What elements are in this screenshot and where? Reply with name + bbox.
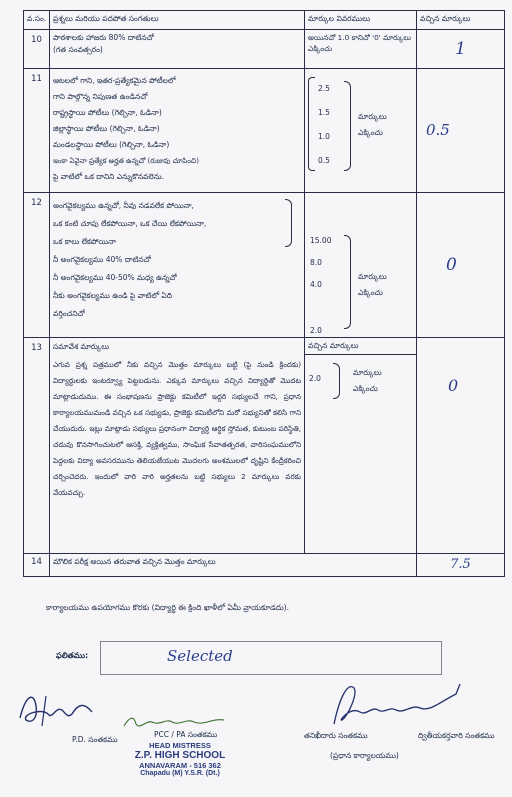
row-12-note1: మార్కులు: [358, 272, 387, 281]
row-12-value: 15.00: [310, 236, 332, 245]
school-stamp: [120, 741, 240, 777]
row-12-detail: [305, 193, 417, 338]
row-11-value: 0.5: [318, 156, 330, 165]
row-12-marks: 0: [446, 254, 457, 275]
row-12-line: వర్తించనిచో: [53, 309, 85, 318]
row-10-detail: అయినచో 1.0 కానిచో '0' మార్కులు ఎక్కించు: [305, 30, 417, 69]
header-row: [24, 11, 505, 30]
row-13-no: 13: [24, 338, 50, 554]
row-11-value: 2.5: [318, 84, 330, 93]
row-13-note1: మార్కులు: [353, 367, 382, 377]
stamp-line4: Chapadu (M) Y.S.R. (Dt.): [140, 770, 220, 777]
stamp-line3: ANNAVARAM - 516 362: [139, 761, 221, 770]
row-10-marks-cell: [417, 30, 505, 69]
result-value: Selected: [167, 647, 233, 665]
row-10: [24, 30, 505, 69]
row-11-line: మండలస్థాయి పోటీలు (గెల్చినా, ఓడినా): [53, 140, 170, 149]
row-11-line: జిల్లాస్థాయి పోటీలు (గెల్చినా, ఓడినా): [53, 124, 160, 133]
header-marks-detail: మార్కుల వివరములు: [305, 11, 417, 30]
row-10-line2: (గత సంవత్సరం): [53, 44, 103, 54]
row-12-note2: ఎక్కించు: [358, 288, 383, 297]
row-11-value: 1.5: [318, 108, 330, 117]
inspector-signature: [320, 676, 470, 732]
row-12-line: ఒక కాలు లేకపోయినా: [53, 237, 116, 246]
row-12-line: నీకు అంగవైకల్యము ఉండి పై వాటిలో ఏది: [53, 291, 173, 300]
row-13-body: ఎగువ ప్రశ్న పత్రములో నీకు వచ్చిన మొత్తం మార్కులు బట్టి (పై నుండి క్రిందకు) విద్యార్థులకు ఇంటర్వ్యూ పెట్టబడును. ఎక్కువ మార్కులు వచ్చిన విద్యార్థితో మొదట మాట్లాడుదుము. ఈ సంభాషణను ప్రాజెక్టు కమిటీలో ఇద్దరి సభ్యులచే గాని, ప్రధాన కార్యాలయముమండి వచ్చిన ఒక సభ్యుడు, ప్రాజెక్టు కమిటీలోని మరో సభ్యునితో కలిసి గాని చేయుదురు. ఇట్లు మాట్లాడు సభ్యులు ప్రధానంగా విద్యార్థి ఆర్థిక స్తోమత, కుటుంబ పరిస్థితి, చదువు కొనసాగించుటలో ఆసక్తి, వ్యక్తిత్వము, సాంఘిక సేవాతత్పరత, వారిసంఘములోని పెద్దలకు విద్యా అవసరమును తెలియజేయుట మొదలగు అంశములలో దృష్టిని కేంద్రీకరించి చర్చించెదరు. ఇందులో వారి వారి అర్హతలను బట్టి సభ్యులు 2 మార్కులు వరకు వేయవచ్చు.: [53, 359, 301, 497]
row-13-title: సమావేశ మార్కులు: [53, 342, 110, 351]
row-10-line1: పాఠశాలకు హాజరు 80% దాటినచో: [53, 33, 154, 42]
row-12-line: అంగవైకల్యము ఉన్నచో, నీవు నడవలేక పోయినా,: [53, 201, 194, 210]
row-11-marks: 0.5: [426, 120, 450, 139]
header-particulars: ప్రశ్నలు మరియు పదపోత సంగతులు: [50, 11, 305, 30]
row-12-text: [50, 193, 305, 338]
row-13-brace: [333, 363, 340, 399]
row-11-detail: [305, 69, 417, 193]
row-12-value: 4.0: [310, 280, 322, 289]
row-13-text: [50, 338, 305, 554]
row-13-detail-head: వచ్చిన మార్కులు: [305, 338, 416, 355]
row-11-line: గాని పాల్గొన్న నిపుణత ఉండినచో: [53, 92, 148, 101]
row-13-note2: ఎక్కించు: [353, 383, 378, 393]
row-12-line: ఒక కంటి చూపు లేకపోయినా, ఒక చేయి లేకపోయినా,: [53, 219, 207, 228]
row-14: [24, 554, 505, 577]
row-13-value: 2.0: [309, 373, 321, 383]
stamp-line2: Z.P. HIGH SCHOOL: [134, 750, 226, 761]
row-12-line: నీ అంగవైకల్యము 40-50% మధ్య ఉన్నచో: [53, 273, 177, 282]
row-11-note1: మార్కులు: [358, 112, 387, 121]
row-12-value: 8.0: [310, 258, 322, 267]
row-11-marks-cell: [417, 69, 505, 193]
row-14-text: మౌలిక పరీక్ష అయిన తరువాత వచ్చిన మొత్తం మార్కులు: [50, 554, 417, 577]
header-marks-got: వచ్చిన మార్కులు: [417, 11, 505, 30]
row-13-detail: [305, 338, 417, 554]
row-14-no: 14: [24, 554, 50, 577]
row-11-right-brace: [344, 81, 351, 171]
row-10-marks: 1: [455, 38, 466, 59]
second-signature-label: ద్వితీయకర్తవారి సంతకము: [418, 731, 495, 740]
row-13-marks: 0: [448, 376, 459, 395]
inspector-office-label: (ప్రధాన కార్యాలయము): [330, 751, 399, 760]
row-14-marks-cell: [417, 554, 505, 577]
row-12-right-brace: [344, 235, 351, 329]
row-10-text: [50, 30, 305, 69]
row-14-marks: 7.5: [450, 557, 471, 572]
row-11-no: 11: [24, 69, 50, 193]
row-12-value: 2.0: [310, 326, 322, 335]
row-11-line: పై వాటిలో ఒక దానిని ఎన్నుకొనవలెను.: [53, 172, 164, 181]
row-12: [24, 193, 505, 338]
row-11-line: ఇంకా ఏవైనా ప్రత్యేక అర్హత ఉన్నచో (రుజువు చూపించి): [53, 157, 200, 165]
row-11-line: రాష్ట్రస్థాయి పోటీలు (గెల్చినా, ఓడినా): [53, 108, 162, 117]
row-11-left-bracket: [308, 77, 315, 171]
row-12-no: 12: [24, 193, 50, 338]
result-label: ఫలితము:: [56, 651, 89, 660]
marks-table: [23, 10, 505, 577]
pcc-signature-label: PCC / PA సంతకము: [154, 730, 218, 739]
row-12-marks-cell: [417, 193, 505, 338]
row-11-value: 1.0: [318, 132, 330, 141]
pd-signature: [12, 684, 112, 732]
result-box: [100, 641, 442, 675]
row-10-no: 10: [24, 30, 50, 69]
row-11-line: ఆటలలో గాని, ఇతర-ప్రత్యేకమైన పోటీలలో: [53, 76, 176, 85]
row-13: [24, 338, 505, 554]
row-11: [24, 69, 505, 193]
row-11-text: [50, 69, 305, 193]
row-12-brace: [285, 199, 292, 247]
office-use-note: కార్యాలయము ఉపయోగము కొరకు (విద్యార్థి ఈ క్రింది ఖాళీలో ఏమీ వ్రాయకూడదు).: [46, 603, 290, 612]
inspector-signature-label: తనిఖీదారు సంతకము: [304, 731, 368, 740]
row-11-note2: ఎక్కించు: [358, 128, 383, 137]
header-sno: వ.సం.: [24, 11, 50, 30]
row-13-marks-cell: [417, 338, 505, 554]
row-12-line: నీ అంగవైకల్యము 40% దాటినచో: [53, 255, 151, 264]
stamp-line1: HEAD MISTRESS: [149, 741, 211, 750]
pd-signature-label: P.D. సంతకము: [72, 735, 118, 744]
